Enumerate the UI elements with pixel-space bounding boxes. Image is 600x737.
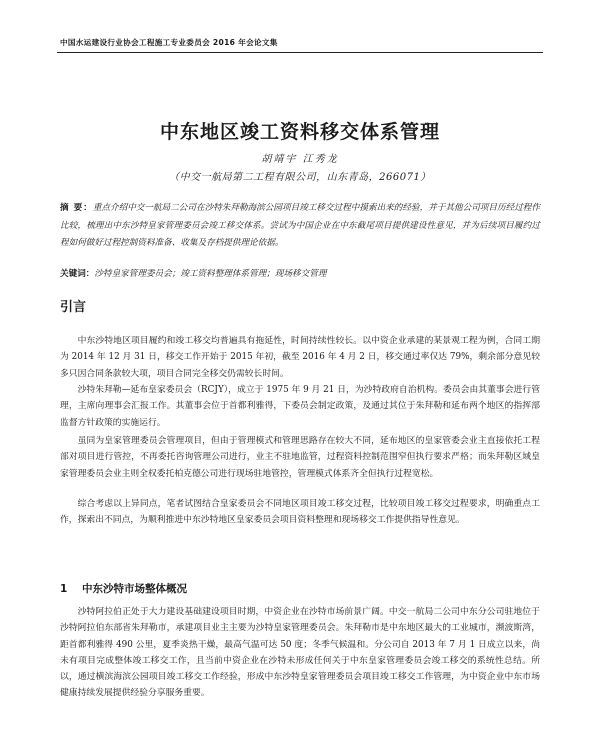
section-title: 中东沙特市场整体概况 <box>82 583 187 595</box>
keywords-label: 关键词： <box>60 269 95 279</box>
section-number: 1 <box>60 583 68 595</box>
intro-paragraph: 虽同为皇家管理委员会管理项目，但由于管理模式和管理思路存在较大不同，延布地区的皇家管委会业主直接依托工程部对项目进行管控，不再委托咨询管理公司进行，业主不驻地监管，过程资料控制范围窄但执行要求严格；而朱拜勒区域皇家管理委员会业主则全权委托柏克德公司进行现场驻地管控，管理模式体系齐全但执行过程宽松。 <box>60 436 540 479</box>
abstract <box>60 200 540 253</box>
section-1-heading <box>60 581 187 596</box>
keywords <box>60 267 540 281</box>
intro-heading: 引言 <box>60 300 87 315</box>
intro-paragraph: 沙特朱拜勒—延布皇家委员会（RCJY），成立于 1975 年 9 月 21 日，为沙特政府自治机构。委员会由其董事会进行管理，主席向理事会汇报工作。其董事会位于首都利雅得，下委员会制定政策，及通过其位于朱拜勒和延布两个地区的指挥部监督方针政策的实施运行。 <box>60 385 540 428</box>
keywords-text: 沙特皇家管理委员会；竣工资料整理体系管理；现场移交管理 <box>94 269 327 279</box>
article-title: 中东地区竣工资料移交体系管理 <box>159 121 440 143</box>
header-rule <box>57 52 543 53</box>
running-header: 中国水运建设行业协会工程施工专业委员会 2016 年会论文集 <box>60 38 278 47</box>
abstract-text: 重点介绍中交一航局二公司在沙特朱拜勒海滨公园项目竣工移交过程中摸索出来的经验，并于其他公司项目历经过程作比较，梳理出中东沙特皇家管理委员会竣工移交体系。尝试为中国企业在中东截尾项目提供建设性意见，并为后续项目履约过程如何做好过程控制资料准备、收集及存档提供理论依据。 <box>60 203 540 248</box>
intro-paragraph: 综合考虑以上异同点，笔者试图结合皇家委员会不同地区项目竣工移交过程，比较项目竣工移交过程要求，明确重点工作，探索出不同点，为顺利推进中东沙特地区皇家委员会项目资料整理和现场移交工作提供指导性意见。 <box>60 499 540 526</box>
article-affiliation: （中交一航局第二工程有限公司，山东青岛，266071） <box>169 172 431 183</box>
intro-paragraph: 中东沙特地区项目履约和竣工移交均普遍具有拖延性，时间持续性较长。以中资企业承建的某景观工程为例，合同工期为 2014 年 12 月 31 日，移交工作开始于 2015 年初，截至 2016 年 4 月 2 日，移交通过率仅达 79%，剩余部分意见较多只因合同条款较大项，项目合同完全移交仍需较长时间。 <box>60 336 540 379</box>
article-authors: 胡靖宇 江秀龙 <box>261 154 339 165</box>
section-1-paragraph: 沙特阿拉伯正处于大力建设基础建设项目时期，中资企业在沙特市场前景广阔。中交一航局二公司中东分公司驻地位于沙特阿拉伯东部省朱拜勒市，承建项目业主主要为沙特皇家管理委员会。朱拜勒市是中东地区最大的工业城市，濒波斯湾，距首都利雅得 490 公里，夏季炎热干燥，最高气温可达 50 度；冬季气候温和。分公司自 2013 年 7 月 1 日成立以来，尚未有项目完成整体竣工移交工作，且当前中资企业在沙特未形成任何关于中东皇家管理委员会竣工移交的系统性总结。所以，通过横滨海滨公园项目竣工移交工作经验，形成中东沙特皇家管理委员会项目竣工移交工作管理，为中资企业中东市场健康持续发展提供经验分享服务重要。 <box>60 607 540 699</box>
abstract-label: 摘 要： <box>60 203 93 213</box>
